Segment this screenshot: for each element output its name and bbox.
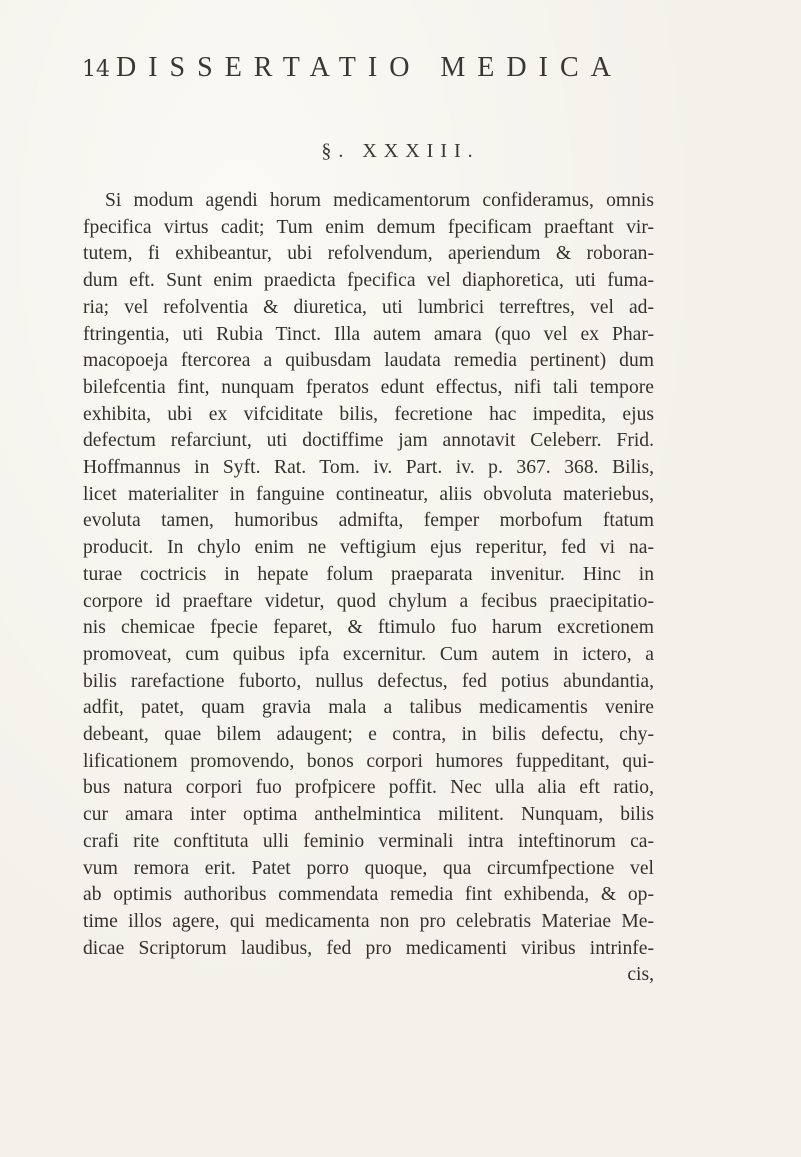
text-line: producit. In chylo enim ne veftigium ejus reperitur, fed vi na- — [83, 537, 654, 559]
text-line: nis chemicae fpecie feparet, & ftimulo fuo harum excretionem — [83, 617, 654, 639]
text-line: macopoeja ftercorea a quibusdam laudata remedia pertinent) dum — [83, 350, 654, 372]
text-line: dicae Scriptorum laudibus, fed pro medicamenti viribus intrinfe- — [83, 937, 654, 959]
text-line: Hoffmannus in Syft. Rat. Tom. iv. Part. iv. p. 367. 368. Bilis, — [83, 457, 654, 479]
text-line: ria; vel refolventia & diuretica, uti lumbrici terreftres, vel ad- — [83, 296, 654, 318]
text-line: evoluta tamen, humoribus admifta, femper morbofum ftatum — [83, 510, 654, 532]
section-heading: §. XXXIII. — [321, 140, 480, 162]
text-line: bilefcentia fint, nunquam fperatos edunt effectus, nifi tali tempore — [83, 376, 654, 398]
page-header — [82, 52, 672, 92]
page-number: 14 — [82, 57, 110, 82]
text-line: ftringentia, uti Rubia Tinct. Illa autem amara (quo vel ex Phar- — [83, 323, 654, 345]
text-line: cis, — [627, 964, 654, 986]
text-line: crafi rite conftituta ulli feminio verminali intra inteftinorum ca- — [83, 830, 654, 852]
text-line: exhibita, ubi ex vifciditate bilis, fecretione hac impedita, ejus — [83, 403, 654, 425]
text-line: dum eft. Sunt enim praedicta fpecifica vel diaphoretica, uti fuma- — [83, 270, 654, 292]
text-line: vum remora erit. Patet porro quoque, qua circumfpectione vel — [83, 857, 654, 879]
text-line: tutem, fi exhibeantur, ubi refolvendum, aperiendum & roboran- — [83, 243, 654, 265]
text-line: corpore id praeftare videtur, quod chylum a fecibus praecipitatio- — [83, 590, 654, 612]
text-line: turae coctricis in hepate folum praeparata invenitur. Hinc in — [83, 563, 654, 585]
text-line: bilis rarefactione fuborto, nullus defectus, fed potius abundantia, — [83, 670, 654, 692]
text-line: licet materialiter in fanguine contineatur, aliis obvoluta materiebus, — [83, 483, 654, 505]
text-line: debeant, quae bilem adaugent; e contra, in bilis defectu, chy- — [83, 724, 654, 746]
body-text — [83, 188, 654, 989]
text-line: fpecifica virtus cadit; Tum enim demum fpecificam praeftant vir- — [83, 216, 654, 238]
text-line: promoveat, cum quibus ipfa excernitur. Cum autem in ictero, a — [83, 643, 654, 665]
text-line: cur amara inter optima anthelmintica militent. Nunquam, bilis — [83, 804, 654, 826]
text-line: ab optimis authoribus commendata remedia fint exhibenda, & op- — [83, 884, 654, 906]
text-line: Si modum agendi horum medicamentorum confideramus, omnis — [105, 190, 654, 211]
text-line: bus natura corpori fuo profpicere poffit. Nec ulla alia eft ratio, — [83, 777, 654, 799]
text-line: lificationem promovendo, bonos corpori humores fuppeditant, qui- — [83, 750, 654, 772]
text-line: time illos agere, qui medicamenta non pro celebratis Materiae Me- — [83, 910, 654, 932]
text-line: defectum refarciunt, uti doctiffime jam annotavit Celeberr. Frid. — [83, 430, 654, 452]
running-head: DISSERTATIO MEDICA — [116, 52, 623, 83]
text-line: adfit, patet, quam gravia mala a talibus medicamentis venire — [83, 697, 654, 719]
